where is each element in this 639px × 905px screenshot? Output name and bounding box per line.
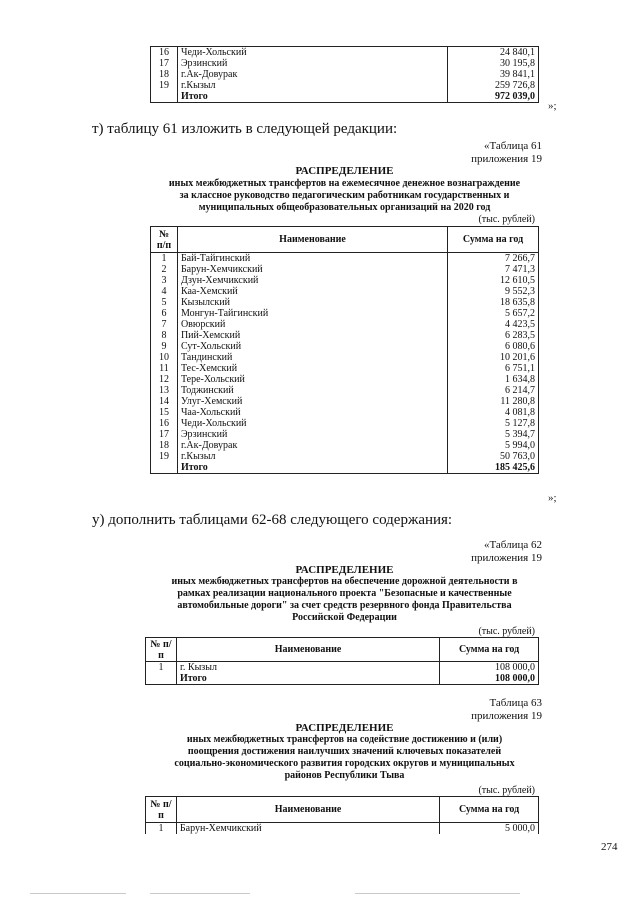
table-row (151, 407, 539, 418)
row-number: 1 (146, 662, 177, 674)
row-number: 19 (151, 451, 178, 462)
row-name: Дзун-Хемчикский (177, 275, 447, 286)
row-sum: 5 994,0 (448, 440, 539, 451)
table-row (151, 264, 539, 275)
total-num (151, 91, 178, 103)
header-name: Наименование (176, 638, 439, 662)
table-63-title: РАСПРЕДЕЛЕНИЕ (295, 722, 394, 734)
table-63-ref: Таблица 63 приложения 19 (471, 697, 542, 722)
table-row (151, 286, 539, 297)
row-sum: 30 195,8 (448, 58, 539, 69)
table-row (151, 385, 539, 396)
total-label: Итого (177, 462, 447, 474)
table-63-units: (тыс. рублей) (478, 785, 535, 796)
table-61-ref: «Таблица 61 приложения 19 (471, 140, 542, 165)
scan-edge-line (355, 893, 520, 894)
row-number: 6 (151, 308, 178, 319)
row-sum: 50 763,0 (448, 451, 539, 462)
table-row (151, 429, 539, 440)
total-num (151, 462, 178, 474)
table-62 (145, 637, 539, 685)
table-row (151, 341, 539, 352)
total-sum: 108 000,0 (440, 673, 539, 685)
row-number: 17 (151, 58, 178, 69)
table-row (151, 418, 539, 429)
total-label: Итого (177, 91, 447, 103)
total-sum: 972 039,0 (448, 91, 539, 103)
row-number: 1 (151, 253, 178, 265)
table-row (151, 69, 539, 80)
row-sum: 4 423,5 (448, 319, 539, 330)
row-sum: 18 635,8 (448, 297, 539, 308)
row-name: Сут-Хольский (177, 341, 447, 352)
row-sum: 24 840,1 (448, 47, 539, 59)
row-number: 9 (151, 341, 178, 352)
table-62-subtitle: иных межбюджетных трансфертов на обеспечение дорожной деятельности в рамках реализации национального проекта "Безопасные и качественные автомобильные дороги" за счет средств резервного фонда Правительства Российской Федерации (171, 576, 518, 623)
row-name: Чеди-Хольский (177, 47, 447, 59)
row-name: Тере-Хольский (177, 374, 447, 385)
scan-edge-line (150, 893, 250, 894)
table-row (151, 363, 539, 374)
row-name: Тандинский (177, 352, 447, 363)
table-62-units: (тыс. рублей) (478, 626, 535, 637)
scan-edge-line (30, 893, 126, 894)
row-name: Овюрский (177, 319, 447, 330)
paragraph-t: т) таблицу 61 изложить в следующей редакции: (92, 121, 398, 137)
row-name: Монгун-Тайгинский (177, 308, 447, 319)
row-name: Эрзинский (177, 429, 447, 440)
table-row (151, 58, 539, 69)
row-sum: 6 214,7 (448, 385, 539, 396)
total-sum: 185 425,6 (448, 462, 539, 474)
row-sum: 6 751,1 (448, 363, 539, 374)
row-number: 3 (151, 275, 178, 286)
table-61-subtitle: иных межбюджетных трансфертов на ежемесячное денежное вознаграждение за классное руководство педагогическим работникам государственных и муниципальных общеобразовательных организаций на 2020 год (168, 178, 521, 213)
row-number: 18 (151, 440, 178, 451)
row-name: Чеди-Хольский (177, 418, 447, 429)
table-62-ref: «Таблица 62 приложения 19 (471, 539, 542, 564)
row-name: Каа-Хемский (177, 286, 447, 297)
row-sum: 7 471,3 (448, 264, 539, 275)
paragraph-u: у) дополнить таблицами 62-68 следующего содержания: (92, 512, 453, 528)
row-name: Барун-Хемчикский (177, 264, 447, 275)
row-number: 13 (151, 385, 178, 396)
table-row (151, 308, 539, 319)
header-num: № п/п (146, 638, 177, 662)
row-sum: 1 634,8 (448, 374, 539, 385)
row-sum: 6 080,6 (448, 341, 539, 352)
row-sum: 12 610,5 (448, 275, 539, 286)
table-row (151, 374, 539, 385)
row-number: 8 (151, 330, 178, 341)
page-number: 274 (601, 841, 618, 853)
row-sum: 39 841,1 (448, 69, 539, 80)
header-num: № п/п (151, 227, 178, 253)
row-number: 11 (151, 363, 178, 374)
total-label: Итого (176, 673, 439, 685)
table-row (151, 47, 539, 59)
total-row (146, 673, 539, 685)
row-name: г.Ак-Довурак (177, 440, 447, 451)
table-row (151, 440, 539, 451)
row-sum: 4 081,8 (448, 407, 539, 418)
header-name: Наименование (176, 797, 439, 823)
row-number: 17 (151, 429, 178, 440)
header-sum: Сумма на год (440, 638, 539, 662)
table-61 (150, 226, 539, 474)
row-sum: 5 000,0 (440, 823, 539, 835)
row-name: Улуг-Хемский (177, 396, 447, 407)
row-name: Чаа-Хольский (177, 407, 447, 418)
row-name: Тес-Хемский (177, 363, 447, 374)
table-row (151, 352, 539, 363)
row-number: 4 (151, 286, 178, 297)
table-row (151, 253, 539, 265)
row-sum: 6 283,5 (448, 330, 539, 341)
row-number: 5 (151, 297, 178, 308)
row-number: 14 (151, 396, 178, 407)
row-name: Эрзинский (177, 58, 447, 69)
table-63-subtitle: иных межбюджетных трансфертов на содействие достижению и (или) поощрения достижения наилучших значений ключевых показателей социально-экономического развития городских округов и муниципальных районов Республики Тыва (174, 734, 515, 781)
row-name: Тоджинский (177, 385, 447, 396)
row-sum: 5 394,7 (448, 429, 539, 440)
table-row (151, 396, 539, 407)
closing-quote: »; (548, 492, 557, 504)
total-row (151, 462, 539, 474)
row-number: 7 (151, 319, 178, 330)
total-row (151, 91, 539, 103)
row-number: 19 (151, 80, 178, 91)
header-num: № п/п (146, 797, 177, 823)
table-row (146, 662, 539, 674)
row-number: 2 (151, 264, 178, 275)
table-row (151, 451, 539, 462)
row-sum: 259 726,8 (448, 80, 539, 91)
row-name: Кызылский (177, 297, 447, 308)
table-row (151, 275, 539, 286)
header-sum: Сумма на год (440, 797, 539, 823)
table-row (151, 330, 539, 341)
row-number: 12 (151, 374, 178, 385)
row-sum: 5 127,8 (448, 418, 539, 429)
row-sum: 11 280,8 (448, 396, 539, 407)
row-number: 18 (151, 69, 178, 80)
row-number: 15 (151, 407, 178, 418)
table-61-units: (тыс. рублей) (478, 214, 535, 225)
row-sum: 5 657,2 (448, 308, 539, 319)
table-62-title: РАСПРЕДЕЛЕНИЕ (295, 564, 394, 576)
row-sum: 9 552,3 (448, 286, 539, 297)
row-name: г.Кызыл (177, 451, 447, 462)
table-61-title: РАСПРЕДЕЛЕНИЕ (295, 165, 394, 177)
table-63 (145, 796, 539, 834)
header-name: Наименование (177, 227, 447, 253)
table-row (151, 297, 539, 308)
continuation-table (150, 46, 539, 103)
row-name: г.Ак-Довурак (177, 69, 447, 80)
row-number: 16 (151, 418, 178, 429)
table-row (151, 80, 539, 91)
row-sum: 108 000,0 (440, 662, 539, 674)
row-name: г.Кызыл (177, 80, 447, 91)
row-name: Бай-Тайгинский (177, 253, 447, 265)
row-number: 1 (146, 823, 177, 835)
closing-quote: »; (548, 100, 557, 112)
row-name: Пий-Хемский (177, 330, 447, 341)
header-sum: Сумма на год (448, 227, 539, 253)
row-number: 16 (151, 47, 178, 59)
table-row (146, 823, 539, 835)
row-number: 10 (151, 352, 178, 363)
total-num (146, 673, 177, 685)
row-sum: 10 201,6 (448, 352, 539, 363)
row-name: г. Кызыл (176, 662, 439, 674)
table-row (151, 319, 539, 330)
row-name: Барун-Хемчикский (176, 823, 439, 835)
row-sum: 7 266,7 (448, 253, 539, 265)
